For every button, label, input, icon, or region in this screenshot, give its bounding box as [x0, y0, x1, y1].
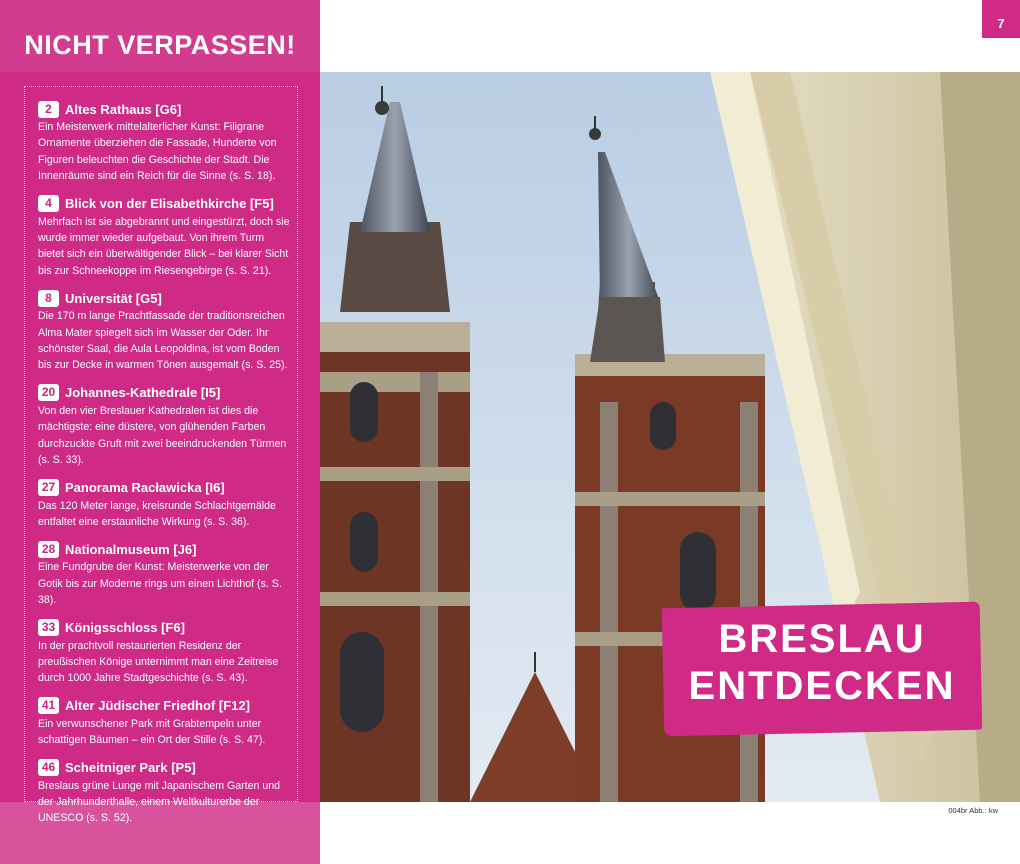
entry-number: 4: [38, 195, 59, 212]
list-item: [38, 100, 290, 185]
entry-number: 8: [38, 290, 59, 307]
entry-text: Ein Meisterwerk mittelalterlicher Kunst: Filigrane Ornamente überziehen die Fassade, Hunderte von Figuren beleuchten die Geschichte der Stadt. Die Innenräume sind ein Reich für die Sinne (s. S. 18).: [38, 121, 277, 183]
headline-line-2: ENTDECKEN: [688, 664, 956, 708]
list-item: [38, 479, 290, 531]
entry-title: Königsschloss [F6]: [65, 620, 185, 636]
list-item: [38, 384, 290, 469]
page-number: 7: [982, 0, 1020, 38]
entry-number: 33: [38, 619, 59, 636]
headline-line-1: BRESLAU: [718, 617, 926, 661]
entry-number: 20: [38, 384, 59, 401]
entry-number: 27: [38, 479, 59, 496]
sidebar-title: NICHT VERPASSEN!: [24, 30, 296, 60]
list-item: [38, 619, 290, 687]
entry-title: Alter Jüdischer Friedhof [F12]: [65, 698, 250, 714]
list-item: [38, 540, 290, 608]
entry-number: 41: [38, 697, 59, 714]
entry-text: Eine Fundgrube der Kunst: Meisterwerke von der Gotik bis zur Moderne rings um einen Lichthof (s. S. 38).: [38, 561, 282, 607]
entry-title: Johannes-Kathedrale [I5]: [65, 385, 221, 401]
highlight-list: [38, 100, 290, 837]
list-item: [38, 289, 290, 374]
entry-title: Altes Rathaus [G6]: [65, 101, 182, 117]
entry-text: Mehrfach ist sie abgebrannt und eingestürzt, doch sie wurde immer wieder aufgebaut. Von ihrem Turm bietet sich ein überwältigender Blick – bei klarer Sicht bis zur Schneekoppe im Riesengebirge (s. S. 21).: [38, 215, 290, 277]
entry-title: Blick von der Elisabethkirche [F5]: [65, 196, 274, 212]
entry-title: Scheitniger Park [P5]: [65, 760, 196, 776]
entry-number: 46: [38, 759, 59, 776]
headline: [663, 616, 981, 710]
entry-text: Das 120 Meter lange, kreisrunde Schlachtgemälde entfaltet eine erstaunliche Wirkung (s. S. 36).: [38, 499, 276, 528]
entry-number: 28: [38, 541, 59, 558]
entry-title: Universität [G5]: [65, 290, 162, 306]
entry-text: Von den vier Breslauer Kathedralen ist dies die mächtigste: eine düstere, von glühenden Farben durchzuckte Gruft mit zwei beeindruckenden Türmen (s. S. 33).: [38, 404, 287, 467]
entry-number: 2: [38, 101, 59, 118]
entry-title: Nationalmuseum [J6]: [65, 541, 197, 557]
entry-text: Breslaus grüne Lunge mit Japanischem Garten und der Jahrhunderthalle, einem Weltkulturerbe der UNESCO (s. S. 52).: [38, 779, 281, 825]
list-item: [38, 759, 290, 827]
entry-text: Die 170 m lange Prachtfassade der traditionsreichen Alma Mater spiegelt sich im Wasser der Oder. Ihr schönster Saal, die Aula Leopoldina, ist vom Boden bis zur Decke in warmen Tönen ausgemalt (s. S. 25).: [38, 310, 288, 372]
list-item: [38, 195, 290, 280]
entry-title: Panorama Racławicka [I6]: [65, 480, 225, 495]
entry-text: Ein verwunschener Park mit Grabtempeln unter schattigen Bäumen – ein Ort der Stille (s. S. 47).: [38, 717, 266, 747]
entry-text: In der prachtvoll restaurierten Residenz der preußischen Könige unternimmt man eine Zeitreise durch 1000 Jahre Stadtgeschichte (s. S. 43).: [38, 639, 279, 685]
photo-credit: 004br Abb.: kw: [948, 806, 998, 815]
list-item: [38, 697, 290, 749]
